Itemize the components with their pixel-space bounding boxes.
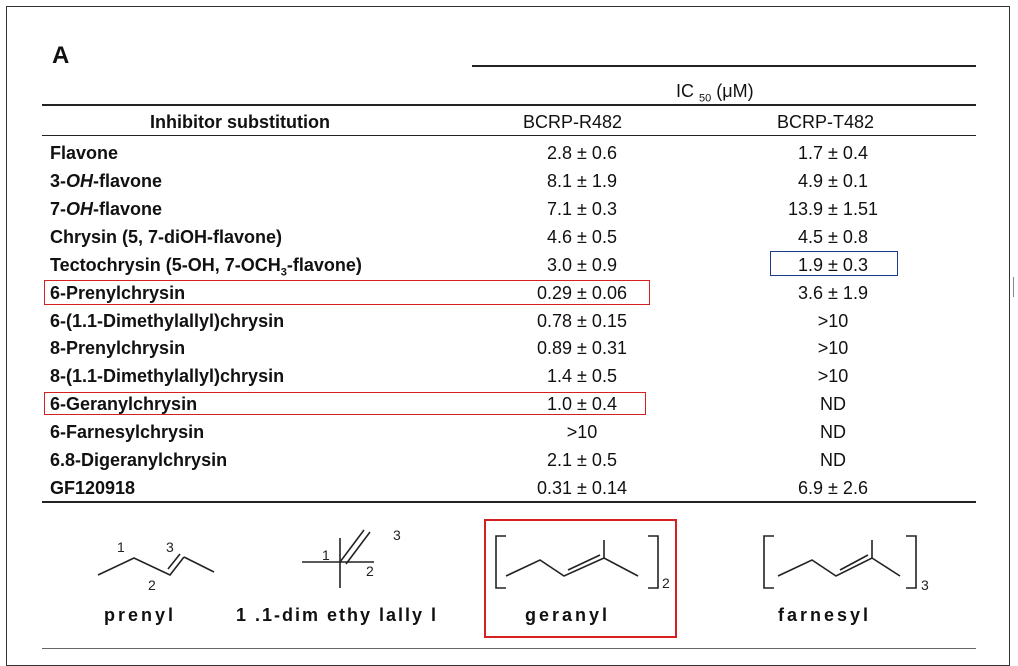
row-t482: 4.9 ± 0.1	[798, 171, 868, 191]
farnesyl-left-bracket	[764, 536, 774, 588]
row-r482: 8.1 ± 1.9	[547, 171, 617, 191]
ic50-header	[676, 81, 754, 105]
row-r482: 0.89 ± 0.31	[537, 338, 627, 358]
row-t482: >10	[817, 366, 849, 386]
row-name: 6-Farnesylchrysin	[50, 422, 205, 442]
row-name: GF120918	[50, 478, 136, 498]
ic50-unit: (μM)	[716, 81, 754, 101]
header-rule	[42, 104, 976, 106]
table-row	[0, 171, 1018, 199]
row-name: 6-Prenylchrysin	[50, 283, 186, 303]
row-name: Tectochrysin (5-OH, $7-OCH_3-flavone$)	[50, 255, 362, 279]
dimethylallyl-n2: 2	[366, 563, 374, 579]
prenyl-n1: 1	[117, 539, 125, 555]
table-row	[0, 366, 1018, 394]
row-name: 6.8-Digeranylchrysin	[50, 450, 228, 470]
geranyl-left-bracket	[496, 536, 506, 588]
row-r482: 7.1 ± 0.3	[547, 199, 617, 219]
label-geranyl: geranyl	[525, 605, 611, 625]
dimethylallyl-n1: 1	[322, 547, 330, 563]
row-name: 8-(1.1-Dimethylallyl)chrysin	[50, 366, 285, 386]
row-name: 3-OH-flavone	[50, 171, 163, 191]
row-r482: 3.0 ± 0.9	[547, 255, 617, 275]
highlight-box-tectochrysin-t482	[770, 251, 898, 276]
panel-label: A	[52, 42, 70, 69]
row-name: 6-(1.1-Dimethylallyl)chrysin	[50, 311, 285, 331]
table-row	[0, 338, 1018, 366]
col-head-substitution: Inhibitor substitution	[150, 112, 330, 132]
table-row	[0, 422, 1018, 450]
row-t482: ND	[820, 422, 846, 442]
label-dimethylallyl: 1 .1-dim ethy lally l	[236, 605, 439, 625]
row-r482: 0.29 ± 0.06	[537, 283, 627, 303]
row-r482: 2.8 ± 0.6	[547, 143, 617, 163]
prenyl-tail	[184, 557, 214, 572]
ic50-sub: 50	[699, 92, 712, 105]
figure-bottom-rule	[42, 648, 976, 649]
prenyl-n3: 3	[166, 539, 174, 555]
prenyl-n2: 2	[148, 577, 156, 593]
table-row	[0, 311, 1018, 339]
ic-rule-top	[472, 65, 976, 67]
label-farnesyl: farnesyl	[778, 605, 872, 625]
structures-svg	[0, 500, 1018, 610]
row-t482: ND	[820, 450, 846, 470]
row-t482: >10	[817, 338, 849, 358]
geranyl-chain	[506, 558, 638, 576]
farnesyl-repeat: 3	[921, 577, 929, 593]
row-name: Flavone	[50, 143, 119, 163]
row-r482: 0.31 ± 0.14	[537, 478, 627, 498]
prenyl-double-bond	[168, 554, 180, 569]
dimethylallyl-n3: 3	[393, 527, 401, 543]
row-t482: 3.6 ± 1.9	[798, 283, 868, 303]
row-t482: 1.7 ± 0.4	[798, 143, 868, 163]
col-head-bcrp-t482: BCRP-T482	[777, 112, 875, 132]
row-t482: 6.9 ± 2.6	[798, 478, 868, 498]
subheader-rule	[42, 135, 976, 136]
row-t482: >10	[817, 311, 849, 331]
table-row	[0, 450, 1018, 478]
row-name: 6-Geranylchrysin	[50, 394, 198, 414]
row-t482: ND	[820, 394, 846, 414]
row-name: 8-Prenylchrysin	[50, 338, 186, 358]
row-t482: 13.9 ± 1.51	[788, 199, 878, 219]
farnesyl-right-bracket	[906, 536, 916, 588]
row-t482: 1.9 ± 0.3	[798, 255, 868, 275]
col-head-bcrp-r482: BCRP-R482	[523, 112, 623, 132]
ic50-main: IC	[676, 81, 694, 101]
row-r482: 1.0 ± 0.4	[547, 394, 617, 414]
row-r482: 4.6 ± 0.5	[547, 227, 617, 247]
label-prenyl: prenyl	[104, 605, 177, 625]
row-name: 7-OH-flavone	[50, 199, 163, 219]
geranyl-repeat: 2	[662, 575, 670, 591]
row-r482: 1.4 ± 0.5	[547, 366, 617, 386]
table-row	[0, 143, 1018, 171]
row-name: Chrysin (5, 7-diOH-flavone)	[50, 227, 283, 247]
highlight-box-prenylchrysin	[44, 280, 650, 305]
highlight-box-geranylchrysin	[44, 392, 646, 415]
geranyl-right-bracket	[648, 536, 658, 588]
farnesyl-chain	[778, 558, 900, 576]
row-r482: >10	[566, 422, 598, 442]
row-r482: 2.1 ± 0.5	[547, 450, 617, 470]
row-r482: 0.78 ± 0.15	[537, 311, 627, 331]
edge-tick	[1013, 277, 1014, 297]
table-row	[0, 199, 1018, 227]
row-t482: 4.5 ± 0.8	[798, 227, 868, 247]
